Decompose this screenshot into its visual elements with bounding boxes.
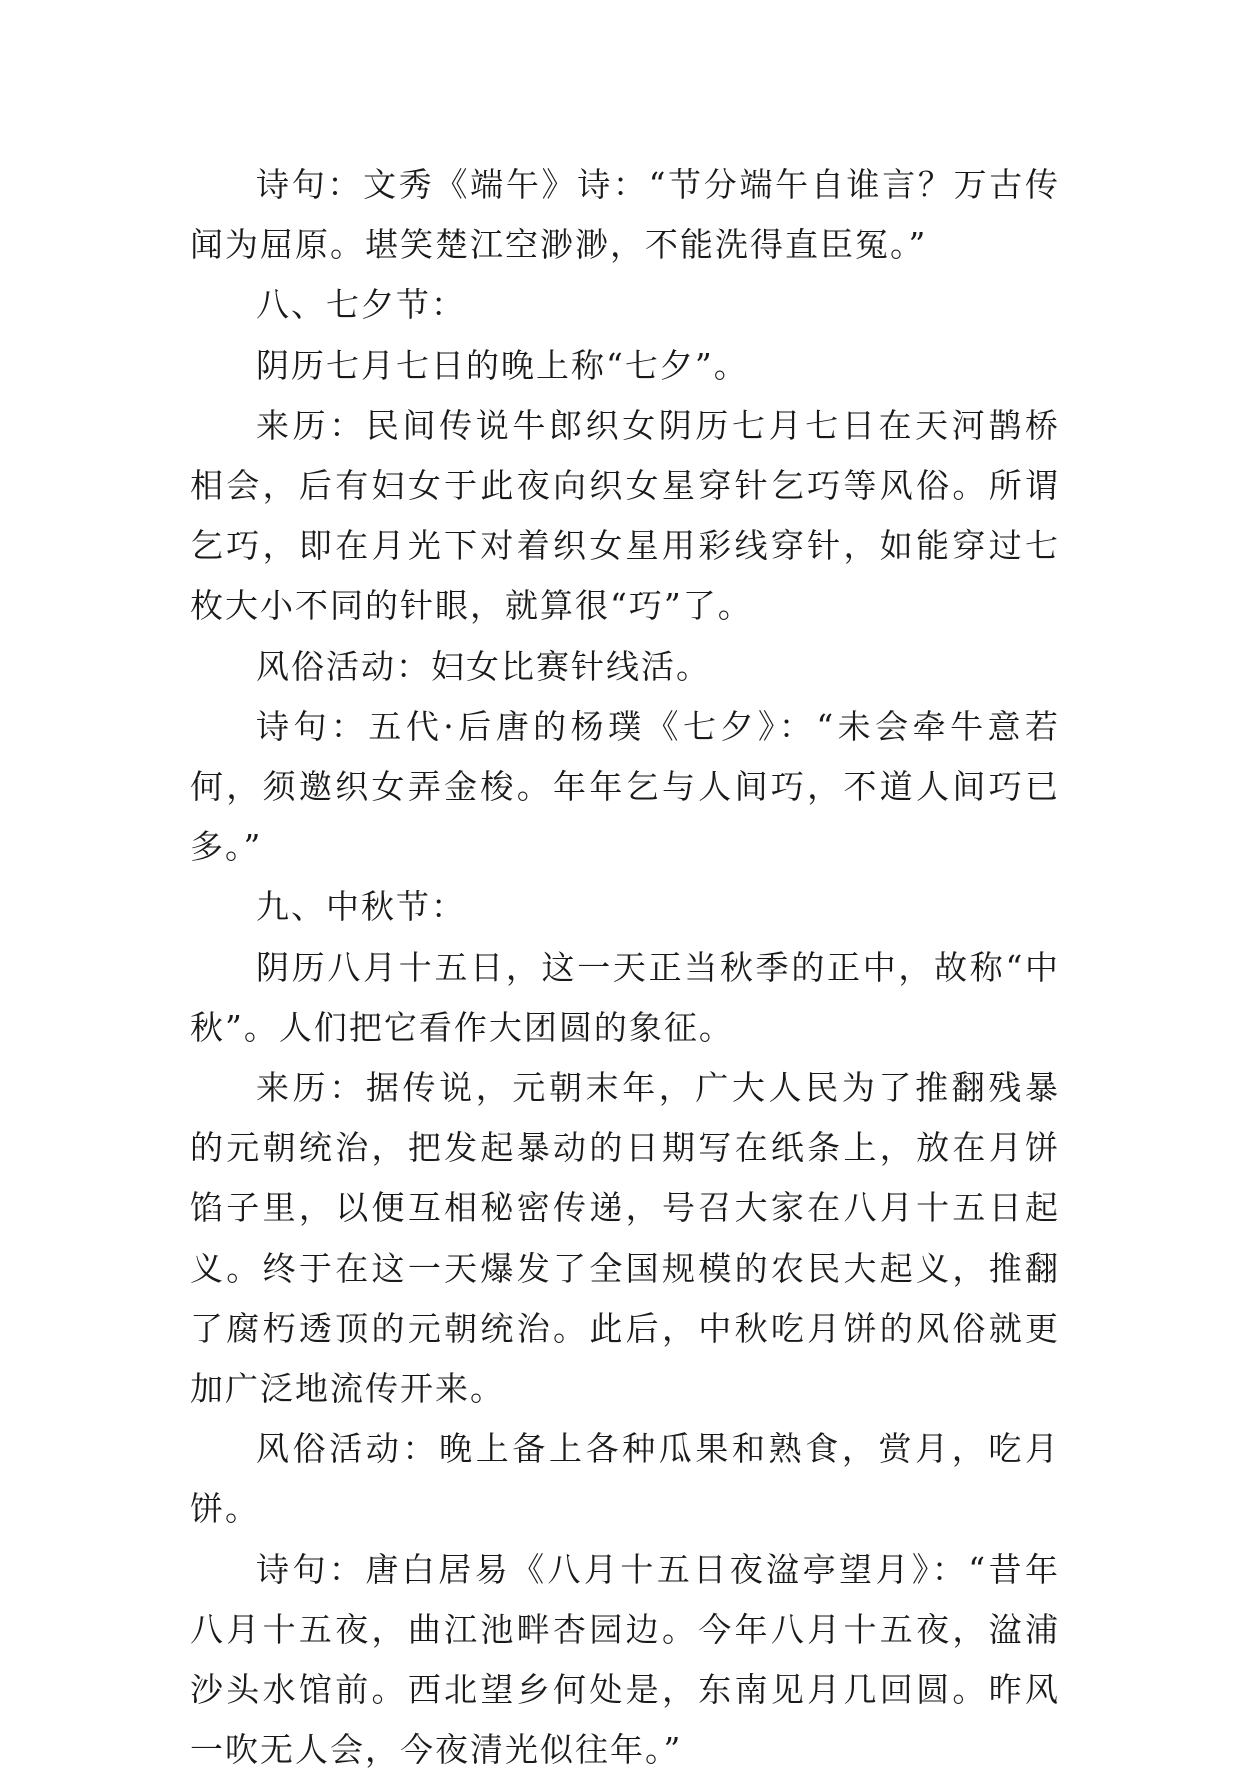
paragraph-qixi-customs: 风俗活动：妇女比赛针线活。 xyxy=(256,646,711,686)
paragraph-zhongqiu-poem: 诗句：唐白居易《八月十五日夜湓亭望月》：“昔年八月十五夜，曲江池畔杏园边。今年八月十五夜，湓浦沙头水馆前。西北望乡何处是，东南见月几回圆。昨风一吹无人会，今夜清光似往年。” xyxy=(190,1549,1060,1770)
document-body xyxy=(190,155,1060,1780)
heading-zhongqiu: 九、中秋节： xyxy=(256,887,466,927)
paragraph-qixi-definition: 阴历七月七日的晚上称“七夕”。 xyxy=(256,345,749,385)
paragraph-qixi-poem: 诗句：五代·后唐的杨璞《七夕》：“未会牵牛意若何，须邀织女弄金梭。年年乞与人间巧，不道人间巧已多。” xyxy=(190,706,1060,867)
paragraph-zhongqiu-origin: 来历：据传说，元朝末年，广大人民为了推翻残暴的元朝统治，把发起暴动的日期写在纸条上，放在月饼馅子里，以便互相秘密传递，号召大家在八月十五日起义。终于在这一天爆发了全国规模的农民大起义，推翻了腐朽透顶的元朝统治。此后，中秋吃月饼的风俗就更加广泛地流传开来。 xyxy=(190,1068,1060,1409)
paragraph-zhongqiu-definition: 阴历八月十五日，这一天正当秋季的正中，故称“中秋”。人们把它看作大团圆的象征。 xyxy=(190,947,1060,1047)
paragraph-zhongqiu-customs: 风俗活动：晚上备上各种瓜果和熟食，赏月，吃月饼。 xyxy=(190,1429,1060,1529)
paragraph-duanwu-poem: 诗句：文秀《端午》诗：“节分端午自谁言？万古传闻为屈原。堪笑楚江空渺渺，不能洗得直臣冤。” xyxy=(190,165,1060,265)
paragraph-qixi-origin: 来历：民间传说牛郎织女阴历七月七日在天河鹊桥相会，后有妇女于此夜向织女星穿针乞巧等风俗。所谓乞巧，即在月光下对着织女星用彩线穿针，如能穿过七枚大小不同的针眼，就算很“巧”了。 xyxy=(190,405,1060,626)
heading-qixi: 八、七夕节： xyxy=(256,285,466,325)
